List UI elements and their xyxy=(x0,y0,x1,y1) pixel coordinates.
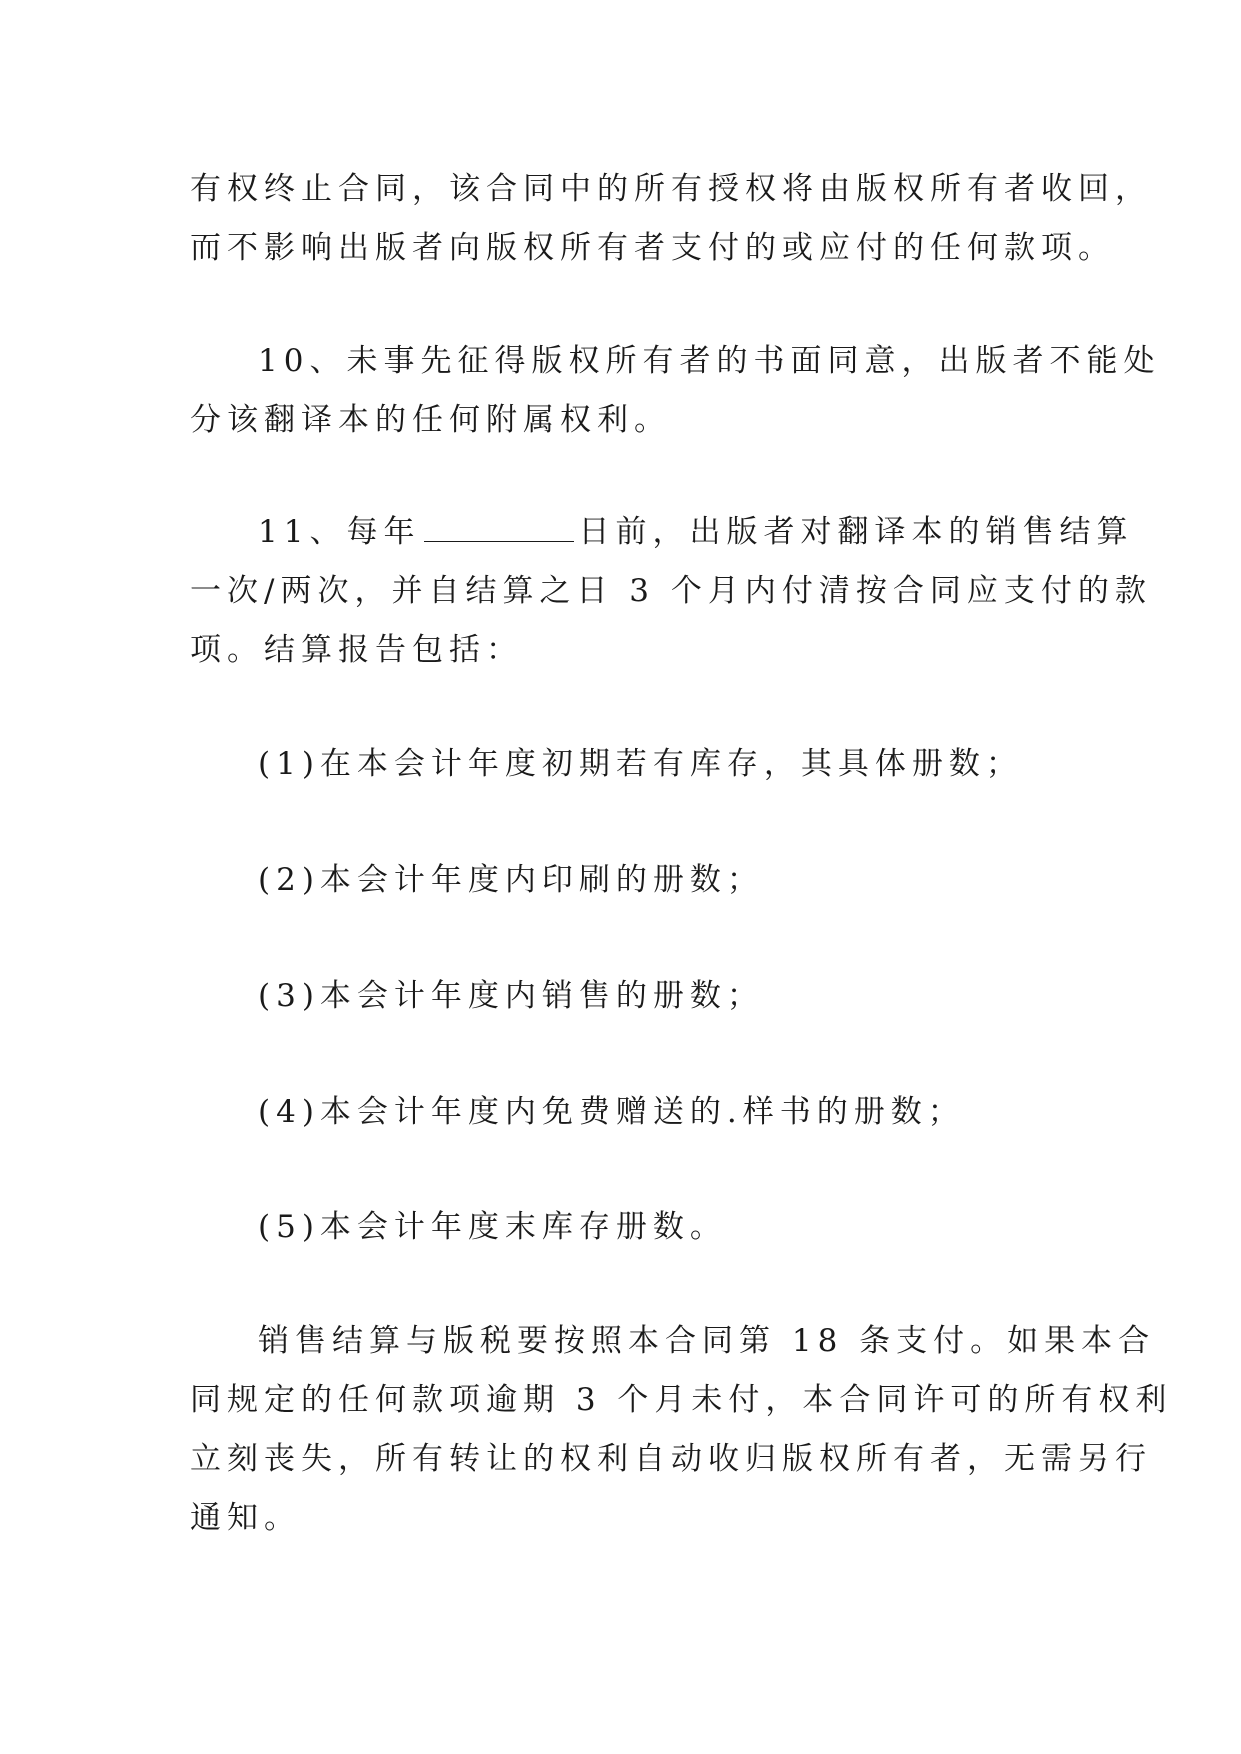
list-item-5 xyxy=(190,1198,1052,1257)
text-line: 有权终止合同，该合同中的所有授权将由版权所有者收回， xyxy=(190,171,1152,207)
text-line: 分该翻译本的任何附属权利。 xyxy=(190,402,671,438)
text-line: 10、未事先征得版权所有者的书面同意，出版者不能处 xyxy=(258,343,1161,379)
list-item-3 xyxy=(190,967,1052,1026)
text-line: 销售结算与版税要按照本合同第 18 条支付。如果本合 xyxy=(258,1323,1156,1359)
text-line: 同规定的任何款项逾期 3 个月未付，本合同许可的所有权利 xyxy=(190,1382,1173,1418)
text-line xyxy=(190,503,1134,562)
text-line: 项。结算报告包括： xyxy=(190,632,523,668)
list-item-text: (5)本会计年度末库存册数。 xyxy=(258,1209,727,1245)
paragraph-clause-11 xyxy=(190,503,1152,680)
text-line: 立刻丧失，所有转让的权利自动收归版权所有者，无需另行 xyxy=(190,1441,1152,1477)
list-item-4 xyxy=(190,1083,1052,1142)
paragraph-termination xyxy=(190,160,1152,278)
list-item-text: (1)在本会计年度初期若有库存，其具体册数； xyxy=(258,746,1023,782)
list-item-2 xyxy=(190,851,1052,910)
list-item-text: (2)本会计年度内印刷的册数； xyxy=(258,862,764,898)
text-line: 而不影响出版者向版权所有者支付的或应付的任何款项。 xyxy=(190,230,1115,266)
list-item-1 xyxy=(190,735,1052,794)
text-line: 一次/两次，并自结算之日 3 个月内付清按合同应支付的款 xyxy=(190,573,1152,609)
paragraph-clause-10 xyxy=(190,332,1161,450)
text-line: 通知。 xyxy=(190,1500,301,1536)
list-item-text: (4)本会计年度内免费赠送的.样书的册数； xyxy=(258,1094,965,1130)
list-item-text: (3)本会计年度内销售的册数； xyxy=(258,978,764,1014)
clause-11-prefix: 11、每年 xyxy=(258,514,421,550)
clause-11-suffix: 日前，出版者对翻译本的销售结算 xyxy=(578,514,1134,550)
paragraph-settlement xyxy=(190,1312,1173,1548)
fill-in-blank xyxy=(424,513,574,542)
